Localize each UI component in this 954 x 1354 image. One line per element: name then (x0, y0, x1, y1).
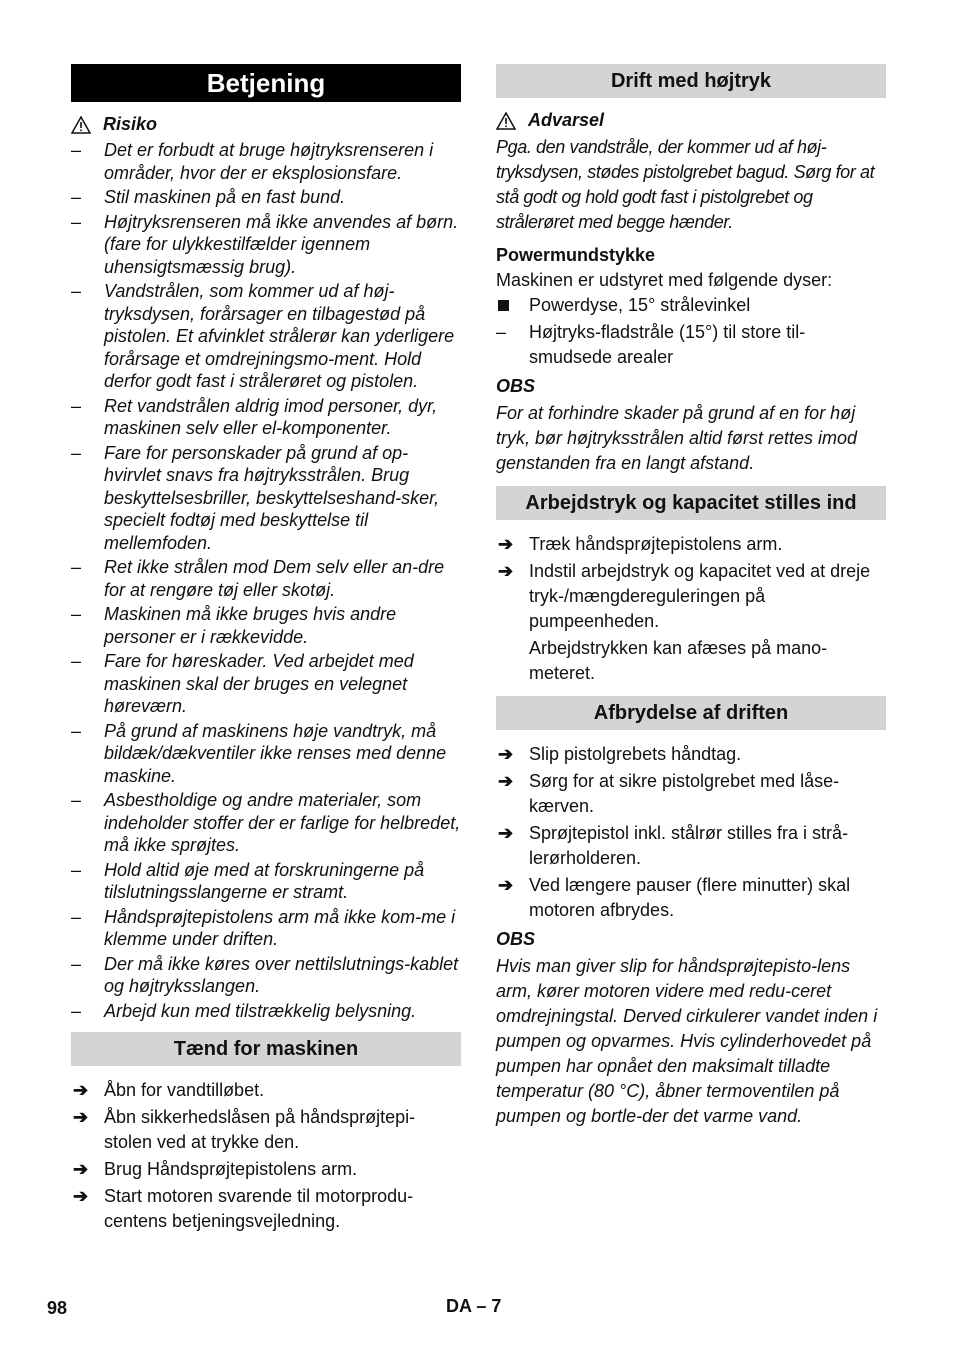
list-item: – På grund af maskinens høje vandtryk, må bildæk/dækventiler ikke renses med denne maskine. (71, 720, 447, 786)
power-intro: Maskinen er udstyret med følgende dyser: (496, 270, 833, 290)
list-item: ➔ Åbn sikkerhedslåsen på håndsprøjtepi-stolen ved at trykke den. (73, 1107, 416, 1152)
arrow-right-icon: ➔ (498, 823, 514, 843)
arrow-right-icon: ➔ (73, 1186, 89, 1206)
arrow-right-icon: ➔ (498, 771, 514, 791)
warning-heading (496, 110, 886, 131)
section-title-pressure: Arbejdstryk og kapacitet stilles ind (496, 486, 886, 520)
arrow-right-icon: ➔ (498, 561, 514, 581)
list-item: – Fare for personskader på grund af op-hvirvlet snavs fra højtryksstrålen. Brug beskyttelsesbriller, beskyttelseshand-sker, specielt fodtøj med beskyttelse til mellemfoden. (71, 442, 440, 553)
list-item: ➔ Indstil arbejdstryk og kapacitet ved at dreje tryk-/mængdereguleringen på pumpeenheden. (498, 561, 871, 631)
list-item: – Arbejd kun med tilstrækkelig belysning. (71, 1000, 417, 1021)
section-title-stop: Afbrydelse af driften (496, 696, 886, 730)
square-bullet-icon (498, 300, 509, 311)
list-item: – Maskinen må ikke bruges hvis andre personer er i rækkevidde. (71, 604, 397, 647)
warning-triangle-icon (496, 112, 516, 130)
obs-label: OBS (496, 929, 536, 949)
page-title: Betjening (71, 64, 461, 102)
list-item: – Der må ikke køres over nettilslutnings-kablet og højtryksslangen. (71, 953, 459, 996)
warning-triangle-icon (71, 116, 91, 134)
list-item: – Asbestholdige og andre materialer, som indeholder stoffer der er farlige for helbredet, må ikke sprøjtes. (71, 790, 461, 855)
warning-label: Advarsel (528, 110, 605, 130)
list-item: ➔ Træk håndsprøjtepistolens arm. (496, 532, 886, 557)
section-title-high-pressure: Drift med højtryk (496, 64, 886, 98)
arrow-right-icon: ➔ (73, 1107, 89, 1127)
list-item: ➔ Brug Håndsprøjtepistolens arm. (71, 1157, 461, 1182)
pressure-steps (496, 532, 886, 634)
list-item: – Ret vandstrålen aldrig imod personer, dyr, maskinen selv eller el-komponenter. (71, 395, 438, 438)
start-steps (71, 1078, 461, 1234)
arrow-right-icon: ➔ (498, 534, 514, 554)
arrow-right-icon: ➔ (73, 1159, 89, 1179)
list-item: ➔ Start motoren svarende til motorprodu-centens betjeningsvejledning. (73, 1186, 414, 1231)
list-item: – Hold altid øje med at forskruningerne på tilslutningsslangerne er stramt. (71, 859, 425, 902)
list-item: – Det er forbudt at bruge højtryksrenseren i områder, hvor der er eksplosionsfare. (71, 140, 434, 183)
obs-label: OBS (496, 376, 536, 396)
pressure-note: Arbejdstrykken kan afæses på mano-meteret. (529, 638, 828, 683)
list-item: – Vandstrålen, som kommer ud af høj-tryksdysen, forårsager en tilbagestød på pistolen. Et afvinklet strålerør kan yderligere forårsage et omdrejningsmo-ment. Hold derfor godt fast i strålerøret og pistolen. (71, 281, 455, 391)
list-item: – Højtryksrenseren må ikke anvendes af børn. (fare for ulykkestilfælder igennem uhensigtsmæssig brug). (71, 211, 459, 277)
list-item: ➔ Sprøjtepistol inkl. stålrør stilles fra i strå-lerørholderen. (498, 823, 849, 868)
risk-label: Risiko (103, 114, 158, 134)
arrow-right-icon: ➔ (498, 744, 514, 764)
arrow-right-icon: ➔ (498, 875, 514, 895)
warning-text: Pga. den vandstråle, der kommer ud af høj-tryksdysen, stødes pistolgrebet bagud. Sørg for at stå godt og hold godt fast i pistolgrebet og strålerøret med begge hænder. (496, 137, 875, 232)
list-item: – Stil maskinen på en fast bund. (71, 187, 346, 207)
list-item: – Højtryks-fladstråle (15°) til store til-smudsede arealer (496, 322, 806, 367)
obs-text: For at forhindre skader på grund af en for høj tryk, bør højtryksstrålen altid først rettes imod genstanden fra en langt afstand. (496, 403, 858, 473)
list-item: – Ret ikke strålen mod Dem selv eller an-dre for at rengøre tøj eller skotøj. (71, 557, 445, 600)
powermundstykke-heading: Powermundstykke (496, 245, 656, 265)
nozzle-list (496, 293, 886, 370)
list-item: ➔ Åbn for vandtilløbet. (71, 1078, 461, 1103)
stop-steps (496, 742, 886, 923)
obs-text: Hvis man giver slip for håndsprøjtepisto-lens arm, kører motoren videre med redu-ceret omdrejningstal. Derved cirkulerer vandet inden i pumpen og opvarmes. Hvis cylinderhovedet på pumpen har opnået den maksimalt tilladte temperatur (80 °C), åbner termoventilen på pumpen og bortle-der det varme vand. (496, 956, 878, 1126)
risk-heading (71, 114, 461, 135)
list-item: – Håndsprøjtepistolens arm må ikke kom-me i klemme under driften. (71, 906, 456, 949)
arrow-right-icon: ➔ (73, 1080, 89, 1100)
left-column (71, 64, 461, 1236)
list-item: ➔ Slip pistolgrebets håndtag. (496, 742, 886, 767)
page-number: 98 (47, 1298, 68, 1318)
list-item: – Fare for høreskader. Ved arbejdet med maskinen skal der bruges en velegnet høreværn. (71, 651, 414, 716)
language-page-code: DA – 7 (446, 1296, 502, 1316)
section-title-start: Tænd for maskinen (71, 1032, 461, 1066)
right-column (496, 64, 886, 1129)
list-item: ➔ Sørg for at sikre pistolgrebet med låse-kærven. (498, 771, 840, 816)
list-item: Powerdyse, 15° strålevinkel (496, 293, 886, 318)
risk-list (71, 139, 461, 1022)
list-item: ➔ Ved længere pauser (flere minutter) skal motoren afbrydes. (498, 875, 851, 920)
